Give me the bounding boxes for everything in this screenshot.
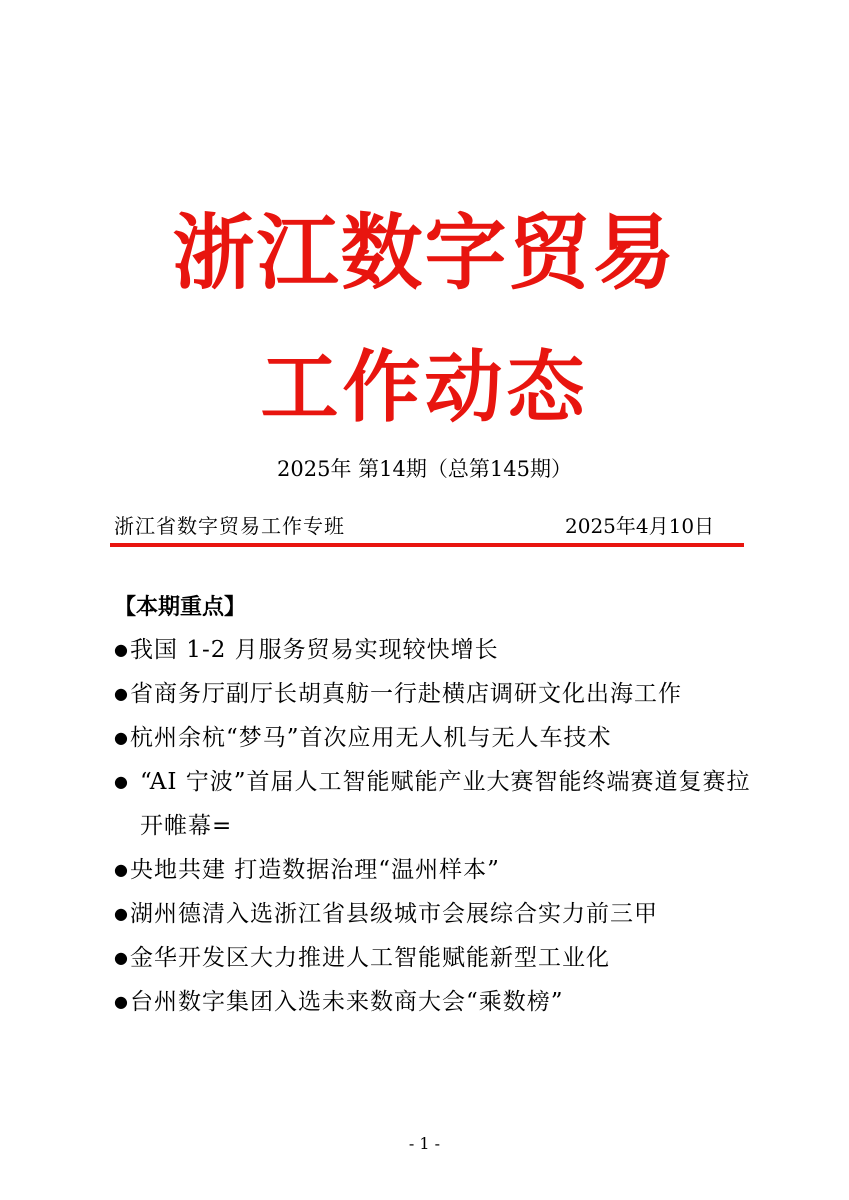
- highlight-item: [114, 672, 754, 716]
- issue-info: 2025年 第14期（总第145期）: [277, 457, 572, 481]
- bullet-icon: ●: [114, 640, 129, 659]
- highlight-text: 湖州德清入选浙江省县级城市会展综合实力前三甲: [130, 901, 658, 927]
- page-number: - 1 -: [408, 1134, 441, 1153]
- highlight-item: [114, 892, 754, 936]
- bullet-icon: ●: [114, 684, 129, 703]
- issue-date: 2025年4月10日: [565, 514, 715, 538]
- highlight-item: [114, 936, 754, 980]
- bullet-icon: ●: [114, 860, 129, 879]
- highlight-item: [114, 760, 754, 848]
- highlight-text: 我国 1-2 月服务贸易实现较快增长: [130, 637, 499, 663]
- highlights-heading: 【本期重点】: [114, 595, 247, 620]
- highlight-text: 杭州余杭“梦马”首次应用无人机与无人车技术: [130, 725, 612, 751]
- highlight-text: 省商务厅副厅长胡真舫一行赴横店调研文化出海工作: [130, 681, 682, 707]
- highlights-list: [114, 628, 754, 1024]
- bullet-icon: ●: [114, 948, 129, 967]
- highlight-item: [114, 628, 754, 672]
- bullet-icon: ●: [114, 728, 129, 747]
- highlight-item: [114, 848, 754, 892]
- bullet-icon: ●: [114, 992, 129, 1011]
- highlight-text: 央地共建 打造数据治理“温州样本”: [130, 857, 500, 883]
- highlight-text: 台州数字集团入选未来数商大会“乘数榜”: [130, 989, 564, 1015]
- highlight-item: [114, 716, 754, 760]
- issuer: 浙江省数字贸易工作专班: [114, 514, 345, 538]
- bullet-icon: ●: [114, 904, 129, 923]
- highlight-text: 金华开发区大力推进人工智能赋能新型工业化: [130, 945, 610, 971]
- highlight-text: “AI 宁波”首届人工智能赋能产业大赛智能终端赛道复赛拉开帷幕=: [140, 769, 751, 839]
- title-line-1: 浙江数字贸易: [172, 206, 677, 301]
- bullet-icon: ●: [114, 772, 129, 791]
- highlight-item: [114, 980, 754, 1024]
- red-divider: [110, 543, 744, 547]
- title-line-2: 工作动态: [260, 343, 589, 433]
